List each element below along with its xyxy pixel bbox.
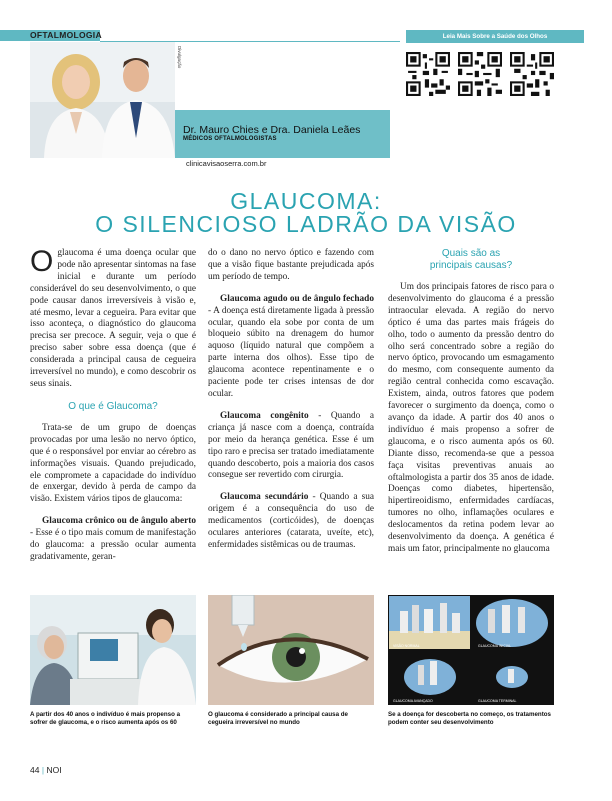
label-terminal: GLAUCOMA TERMINAL [478, 699, 517, 703]
acute-glaucoma-term: Glaucoma agudo ou de ângulo fechado [220, 293, 374, 304]
causes-paragraph: Um dos principais fatores de risco para o desenvolvimento do glaucoma é a pressão intraocular elevada. A região do nervo óptico é uma das partes mais frágeis do olho, todo o aumento da pressão dentro do olho será concentrado sobre a região do nervo óptico, provocando um esmagamento do mesmo, com consequente aumento da região central conhecida como escavação. Existem, ainda, outros fatores que podem favorecer o surgimento da doença, como o avanço da idade. A partir dos 40 anos o indivíduo é mais propenso a sofrer de glaucoma, e o risco aumenta após os 60. Diante disso, recomenda-se que a pessoa faça visitas preventivas anuais ao oftalmologista a partir dos 35 anos de idade. Doenças como diabetes, hipertensão, hipertireoidismo, enfermidades cardíacas, tumores no olho, inflamações oculares e deslocamentos da retina podem levar ao desenvolvimento da doença. A genética é mais um fator, principalmente no glaucoma [388, 282, 554, 554]
definition-paragraph: Trata-se de um grupo de doenças provocadas por uma lesão no nervo óptico, que é o responsável por enviar ao cérebro as informações visuais. Quando prejudicado, ele compromete a capacidade do indivíduo de enxergar, devido à perda de campo da visão. Existem vários tipos de glaucoma: [30, 422, 196, 505]
clinic-website[interactable]: clinicavisaoserra.com.br [186, 159, 267, 168]
qr-code-2[interactable] [458, 52, 502, 96]
congenital-glaucoma-text: - Quando a criança já nasce com a doença, contraída por meio da herança genética. Esse é um tipo raro e precisa ser tratado imediatamente quando descoberto, pois a maioria dos casos consegue ser revertido com cirurgia. [208, 410, 375, 481]
eye-exam-photo [30, 595, 196, 705]
headline-line-2: O SILENCIOSO LADRÃO DA VISÃO [95, 211, 517, 237]
chronic-continued: do o dano no nervo óptico e fazendo com que a visão fique bastante prejudicada após um período de tempo. [208, 248, 374, 282]
caption-1: A partir dos 40 anos o indivíduo é mais propenso a sofrer de glaucoma, e o risco aumenta após os 60 [30, 711, 181, 726]
photo-credit: Divulgação [177, 46, 182, 69]
subhead-what-is: O que é Glaucoma? [68, 400, 158, 412]
subhead-causes-1: Quais são as [441, 248, 501, 259]
secondary-glaucoma-term: Glaucoma secundário [220, 492, 309, 503]
subhead-causes-2: principais causas? [429, 260, 513, 271]
qr-header: Leia Mais Sobre a Saúde dos Olhos [406, 30, 584, 43]
eye-drop-photo [208, 595, 374, 705]
vision-loss-comparison [388, 595, 554, 705]
secondary-glaucoma-paragraph [208, 492, 374, 552]
column-2 [208, 248, 374, 552]
congenital-glaucoma-term: Glaucoma congênito [220, 410, 309, 421]
section-label: OFTALMOLOGIA [30, 30, 102, 40]
doctor-title: MÉDICOS OFTALMOLOGISTAS [183, 136, 277, 142]
drop-cap: O [30, 245, 54, 278]
column-1 [30, 245, 196, 564]
label-advanced: GLAUCOMA AVANÇADO [393, 699, 433, 703]
column-3 [388, 248, 554, 556]
page-number: 44 [30, 765, 40, 775]
secondary-glaucoma-text: - Quando a sua origem é a consequência do uso de medicamentos (corticóides), de doenças oculares anteriores (catarata, uveíte, etc), enfermidades sistêmicas ou de traumas. [208, 492, 374, 550]
qr-code-1[interactable] [406, 52, 450, 96]
chronic-glaucoma-text: - Esse é o tipo mais comum de manifestação do glaucoma: a pressão ocular aumenta gradativamente, geran- [30, 528, 196, 562]
magazine-name: NOI [46, 765, 62, 775]
intro-text: glaucoma é uma doença ocular que pode não apresentar sintomas na fase inicial e durante um período considerável do seu desenvolvimento, o que pode causar danos irreversíveis à visão e, até mesmo, levar a cegueira. Para evitar que isso aconteça, o diagnóstico do glaucoma precisa ser precoce. A seguir, veja o que é preciso saber sobre essa doença (que é considerada a principal causa de cegueira irreversível no mundo), e como descobrir os seus sinais. [30, 248, 196, 389]
congenital-glaucoma-paragraph [208, 411, 374, 482]
caption-2: O glaucoma é considerado a principal causa de cegueira irreversível no mundo [208, 711, 348, 726]
caption-3: Se a doença for descoberta no começo, os tratamentos podem conter seu desenvolvimento [388, 711, 551, 726]
intro-paragraph [30, 245, 196, 391]
qr-code-3[interactable] [510, 52, 554, 96]
acute-glaucoma-text: - A doença está diretamente ligada à pressão ocular, quando ela sobe por conta de um bloqueio súbito na drenagem do humor aquoso (líquido natural que compõem a parte interna dos olhos). Esse tipo de glaucoma acontece repentinamente e o paciente pode ter crises intensas de dor ocular. [208, 305, 374, 399]
acute-glaucoma-paragraph [208, 294, 374, 401]
headline-line-1: GLAUCOMA: [230, 188, 382, 214]
page-footer [30, 765, 62, 775]
footer-separator: | [41, 765, 45, 775]
doctors-photo [30, 42, 175, 158]
chronic-glaucoma-term: Glaucoma crônico ou de ângulo aberto [42, 516, 196, 527]
label-normal: VISÃO NORMAL [393, 644, 420, 648]
doctor-names: Dr. Mauro Chies e Dra. Daniela Leães [183, 124, 361, 136]
label-initial: GLAUCOMA INICIAL [478, 644, 512, 648]
chronic-glaucoma-paragraph [30, 516, 196, 564]
